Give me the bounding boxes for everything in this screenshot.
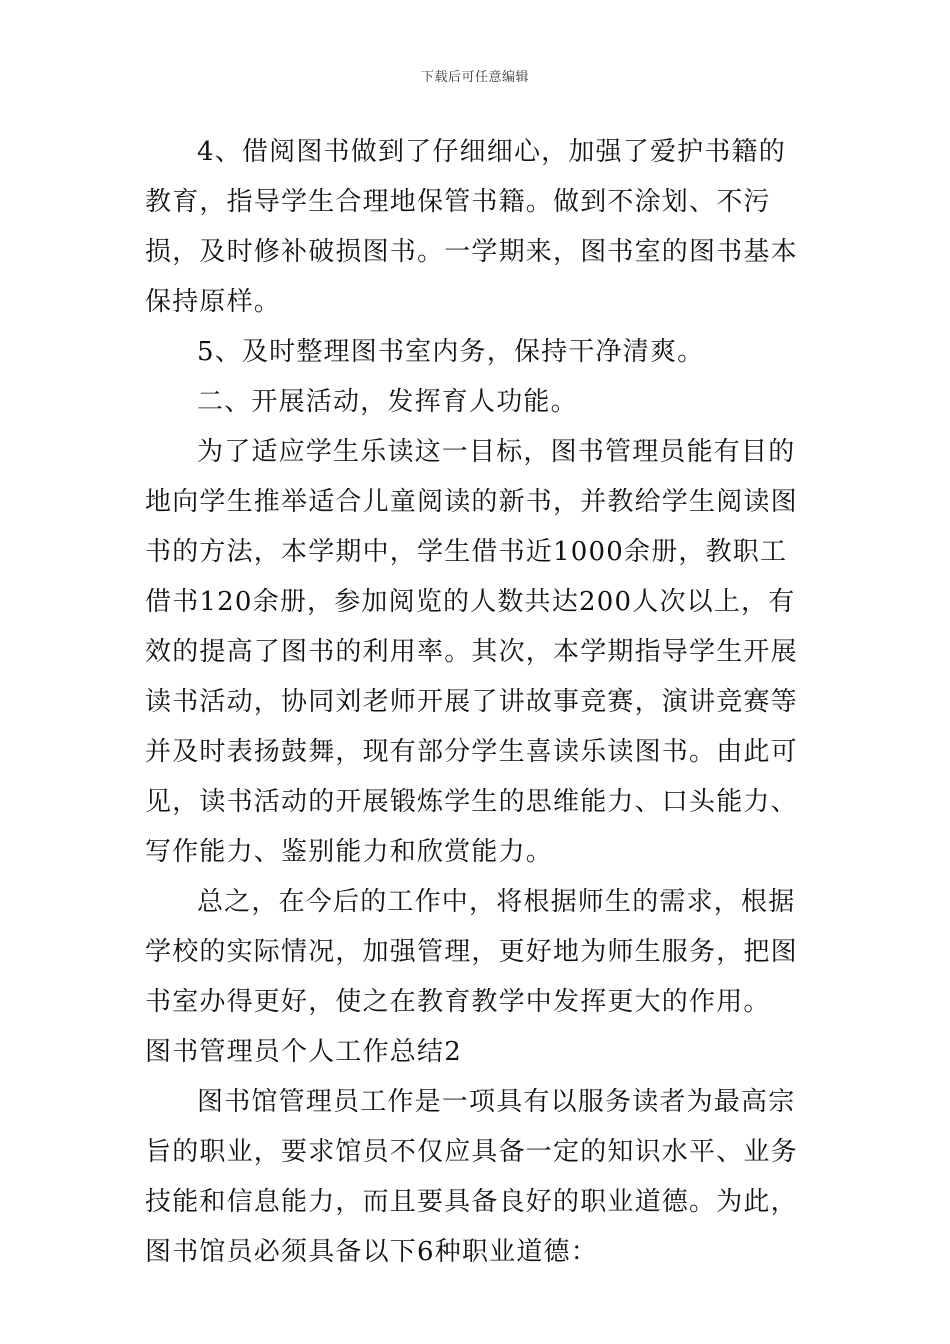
paragraph-section-two-heading: 二、开展活动，发挥育人功能。	[197, 387, 578, 417]
paragraph-item-5: 5、及时整理图书室内务，保持干净清爽。	[197, 337, 705, 367]
paragraph-item-4: 4、借阅图书做到了仔细细心，加强了爱护书籍的教育，指导学生合理地保管书籍。做到不涂划、不污损，及时修补破损图书。一学期来，图书室的图书基本保持原样。	[145, 137, 798, 317]
paragraph-librarian-ethics: 图书馆管理员工作是一项具有以服务读者为最高宗旨的职业，要求馆员不仅应具备一定的知识水平、业务技能和信息能力，而且要具备良好的职业道德。为此，图书馆员必须具备以下6种职业道德：	[145, 1087, 798, 1267]
paragraph-activities: 为了适应学生乐读这一目标，图书管理员能有目的地向学生推举适合儿童阅读的新书，并教给学生阅读图书的方法，本学期中，学生借书近1000余册，教职工借书120余册，参加阅览的人数共达200人次以上，有效的提高了图书的利用率。其次，本学期指导学生开展读书活动，协同刘老师开展了讲故事竞赛，演讲竞赛等并及时表扬鼓舞，现有部分学生喜读乐读图书。由此可见，读书活动的开展锻炼学生的思维能力、口头能力、写作能力、鉴别能力和欣赏能力。	[145, 437, 798, 867]
document-body	[145, 127, 810, 1277]
section-title: 图书管理员个人工作总结2	[145, 1037, 462, 1067]
page-header-note: 下载后可任意编辑	[420, 70, 529, 85]
paragraph-conclusion: 总之，在今后的工作中，将根据师生的需求，根据学校的实际情况，加强管理，更好地为师生服务，把图书室办得更好，使之在教育教学中发挥更大的作用。	[145, 887, 798, 1017]
